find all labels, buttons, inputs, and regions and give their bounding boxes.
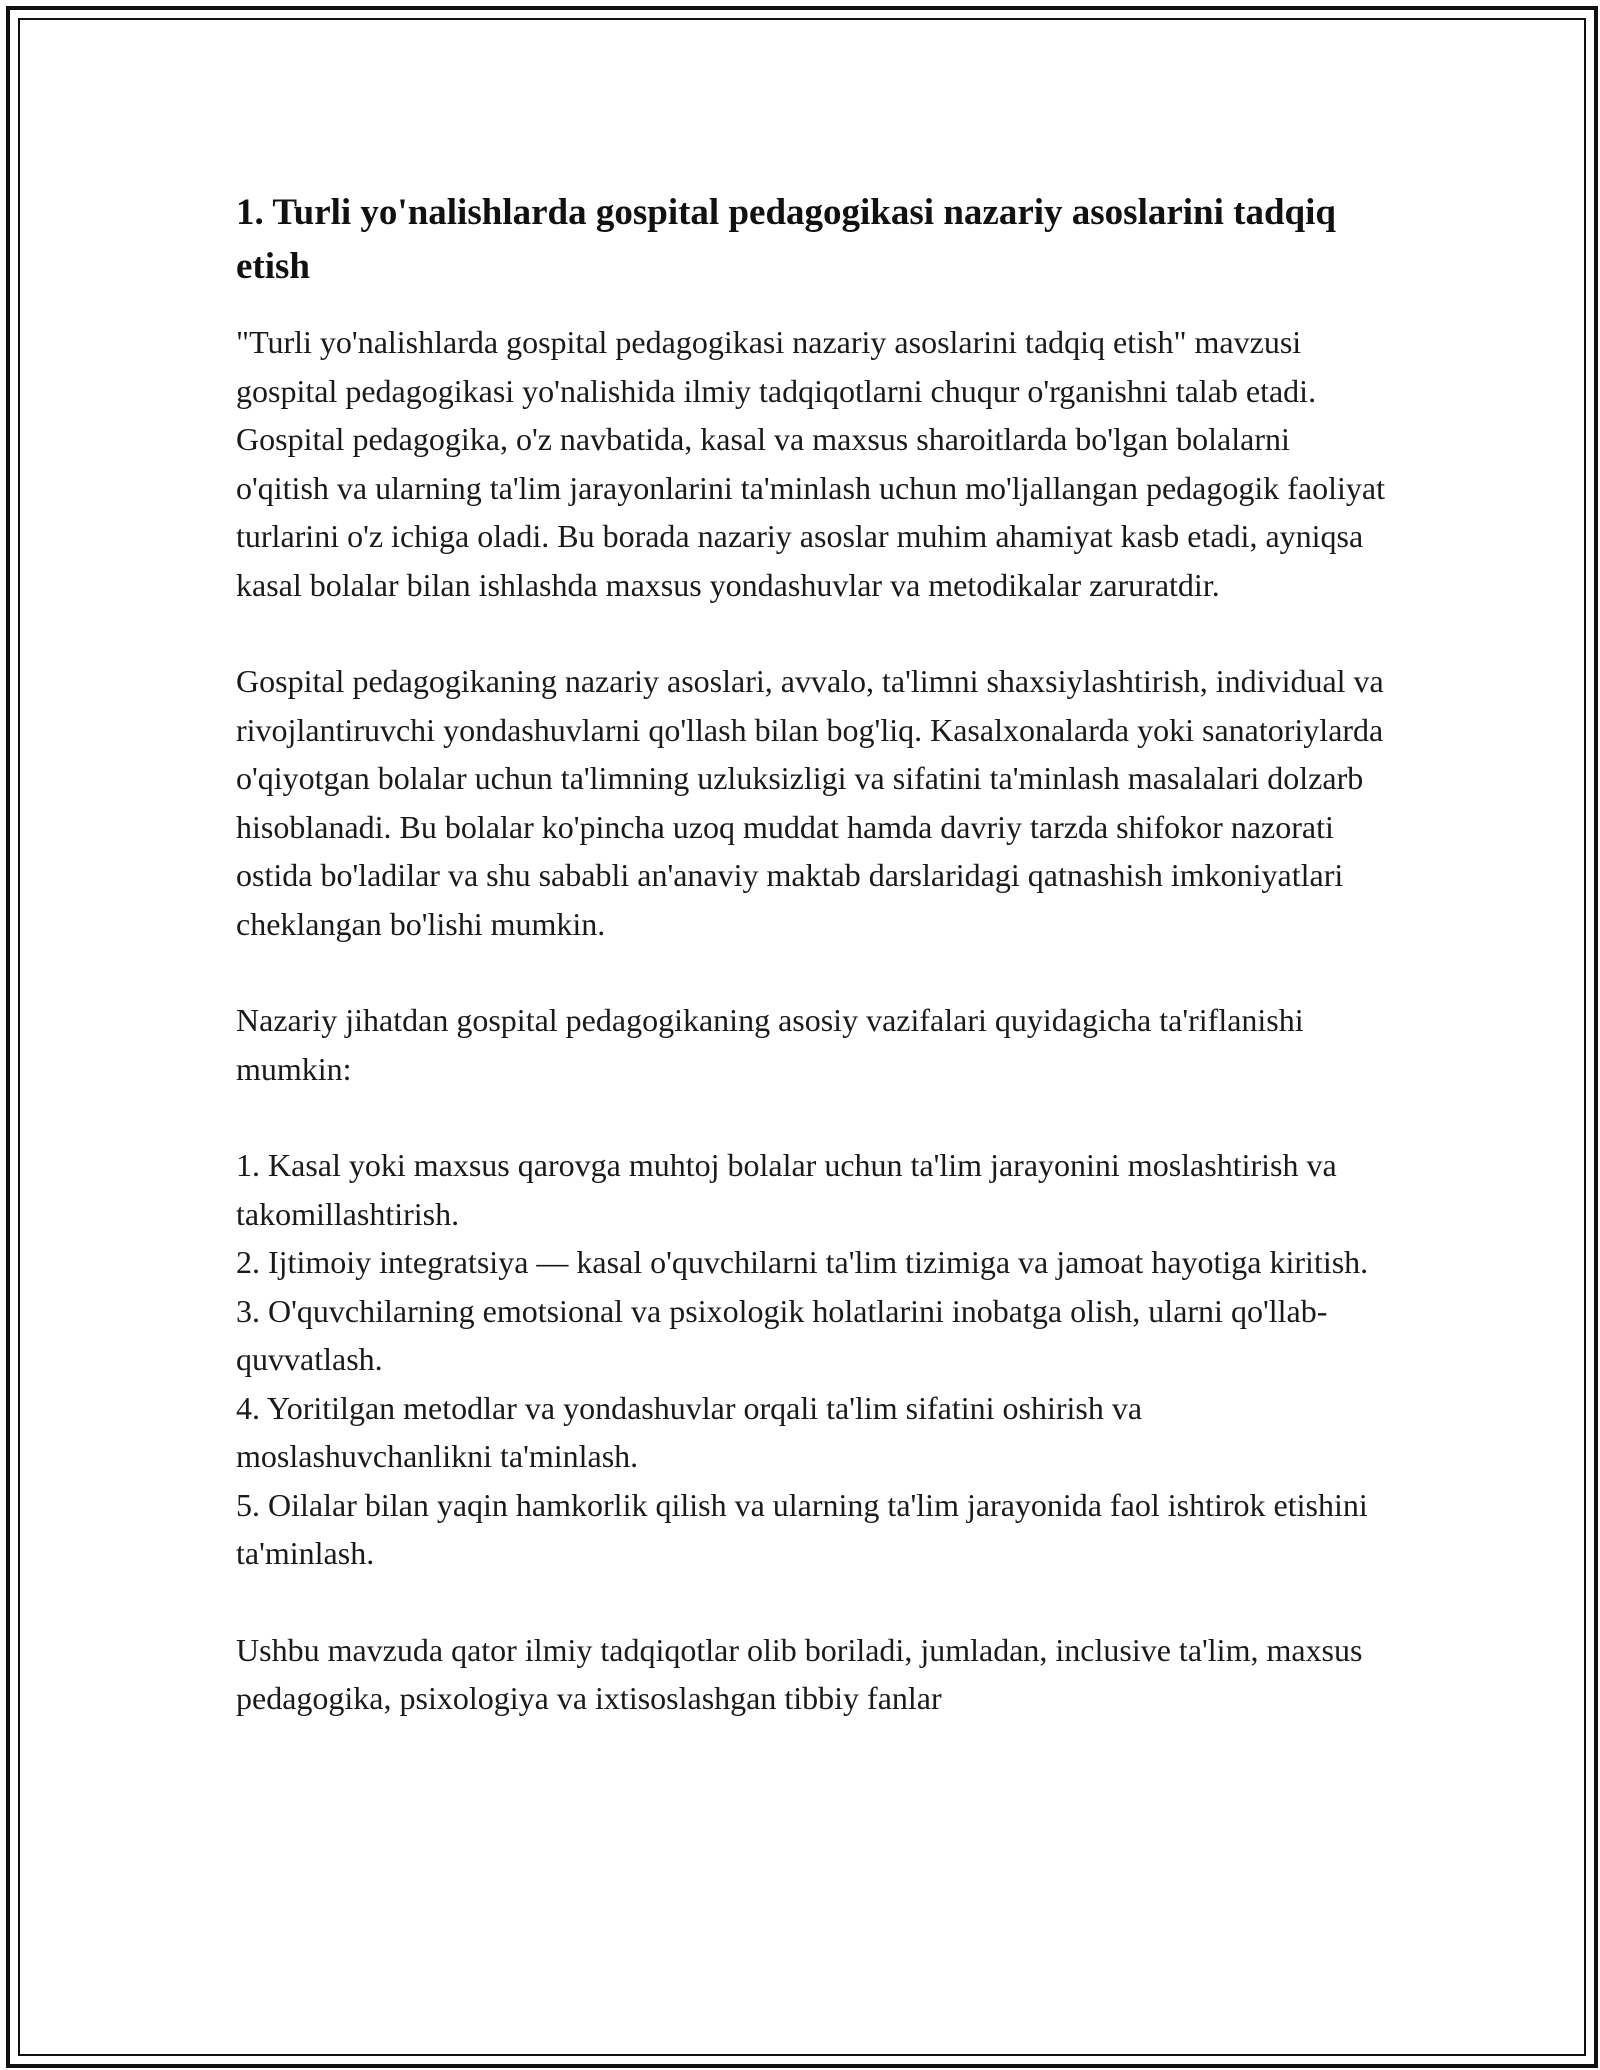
- tasks-list: [236, 1141, 1386, 1578]
- list-item: 1. Kasal yoki maxsus qarovga muhtoj bolalar uchun ta'lim jarayonini moslashtirish va takomillashtirish.: [236, 1147, 1337, 1232]
- document-body: [236, 186, 1386, 1771]
- list-item: 3. O'quvchilarning emotsional va psixologik holatlarini inobatga olish, ularni qo'llab-quvvatlash.: [236, 1292, 1328, 1377]
- paragraph-intro: "Turli yo'nalishlarda gospital pedagogikasi nazariy asoslarini tadqiq etish" mavzusi gospital pedagogikasi yo'nalishida ilmiy tadqiqotlarni chuqur o'rganishni talab etadi. Gospital pedagogika, o'z navbatida, kasal va maxsus sharoitlarda bo'lgan bolalarni o'qitish va ularning ta'lim jarayonlarini ta'minlash uchun mo'ljallangan pedagogik faoliyat turlarini o'z ichiga oladi. Bu borada nazariy asoslar muhim ahamiyat kasb etadi, ayniqsa kasal bolalar bilan ishlashda maxsus yondashuvlar va metodikalar zaruratdir.: [236, 324, 1385, 603]
- list-item: 4. Yoritilgan metodlar va yondashuvlar orqali ta'lim sifatini oshirish va moslashuvchanlikni ta'minlash.: [236, 1389, 1143, 1474]
- list-item: 2. Ijtimoiy integratsiya — kasal o'quvchilarni ta'lim tizimiga va jamoat hayotiga kiritish.: [236, 1244, 1369, 1280]
- list-item: 5. Oilalar bilan yaqin hamkorlik qilish va ularning ta'lim jarayonida faol ishtirok etishini ta'minlash.: [236, 1486, 1368, 1571]
- paragraph-theory: Gospital pedagogikaning nazariy asoslari, avvalo, ta'limni shaxsiylashtirish, individual va rivojlantiruvchi yondashuvlarni qo'llash bilan bog'liq. Kasalxonalarda yoki sanatoriylarda o'qiyotgan bolalar uchun ta'limning uzluksizligi va sifatini ta'minlash masalalari dolzarb hisoblanadi. Bu bolalar ko'pincha uzoq muddat hamda davriy tarzda shifokor nazorati ostida bo'ladilar va shu sababli an'anaviy maktab darslaridagi qatnashish imkoniyatlari cheklangan bo'lishi mumkin.: [236, 663, 1384, 942]
- paragraph-closing: Ushbu mavzuda qator ilmiy tadqiqotlar olib boriladi, jumladan, inclusive ta'lim, maxsus pedagogika, psixologiya va ixtisoslashgan tibbiy fanlar: [236, 1631, 1363, 1716]
- section-heading: 1. Turli yo'nalishlarda gospital pedagogikasi nazariy asoslarini tadqiq etish: [236, 192, 1336, 287]
- paragraph-tasks-lead: Nazariy jihatdan gospital pedagogikaning asosiy vazifalari quyidagicha ta'riflanishi mumkin:: [236, 1002, 1304, 1087]
